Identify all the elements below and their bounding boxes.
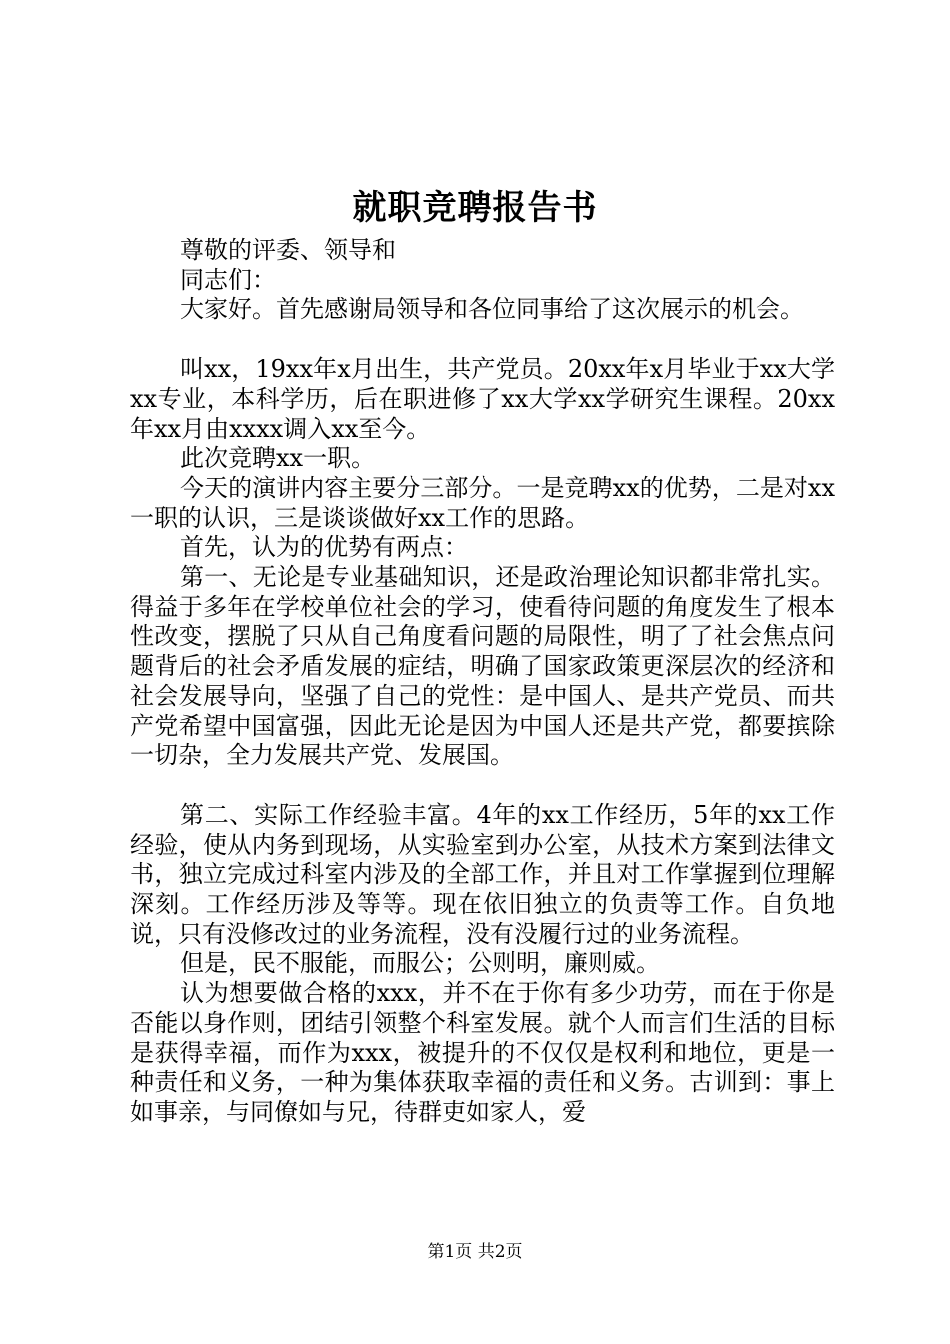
paragraph-advantage-two: 第二、实际工作经验丰富。4年的xx工作经历，5年的xx工作经验，使从内务到现场，从实验室到办公室，从技术方案到法律文书，独立完成过科室内涉及的全部工作，并且对工作掌握到位理解深刻。工作经历涉及等等。现在依旧独立的负责等工作。自负地说，只有没修改过的业务流程，没有没履行过的业务流程。 — [130, 800, 835, 948]
document-title: 就职竞聘报告书 — [352, 188, 598, 228]
paragraph-outline: 今天的演讲内容主要分三部分。一是竞聘xx的优势，二是对xx一职的认识，三是谈谈做好xx工作的思路。 — [130, 473, 835, 532]
paragraph-self-introduction: 叫xx，19xx年x月出生，共产党员。20xx年x月毕业于xx大学xx专业，本科学历，后在职进修了xx大学xx学研究生课程。20xx年xx月由xxxx调入xx至今。 — [130, 355, 835, 443]
paragraph-salutation-1: 尊敬的评委、领导和 — [180, 236, 396, 264]
paragraph-greeting: 大家好。首先感谢局领导和各位同事给了这次展示的机会。 — [180, 295, 804, 324]
page-number-footer: 第1页 共2页 — [427, 1242, 523, 1262]
paragraph-advantage-one: 第一、无论是专业基础知识，还是政治理论知识都非常扎实。得益于多年在学校单位社会的学习，使看待问题的角度发生了根本性改变，摆脱了只从自己角度看问题的局限性，明了了社会焦点问题背后的社会矛盾发展的症结，明确了国家政策更深层次的经济和社会发展导向，坚强了自己的党性：是中国人、是共产党员、而共产党希望中国富强，因此无论是因为中国人还是共产党，都要摈除一切杂，全力发展共产党、发展国。 — [130, 563, 835, 770]
paragraph-position: 此次竞聘xx一职。 — [180, 444, 376, 473]
paragraph-salutation-2: 同志们： — [180, 265, 276, 294]
paragraph-motto: 但是，民不服能，而服公；公则明，廉则威。 — [180, 949, 660, 978]
paragraph-advantages-intro: 首先，认为的优势有两点： — [180, 533, 468, 562]
paragraph-responsibility: 认为想要做合格的xxx，并不在于你有多少功劳，而在于你是否能以身作则，团结引领整个科室发展。就个人而言们生活的目标是获得幸福，而作为xxx，被提升的不仅仅是权利和地位，更是一种责任和义务，一种为集体获取幸福的责任和义务。古训到：事上如事亲，与同僚如与兄，待群吏如家人，爱 — [130, 979, 835, 1126]
document-body — [130, 236, 835, 1128]
